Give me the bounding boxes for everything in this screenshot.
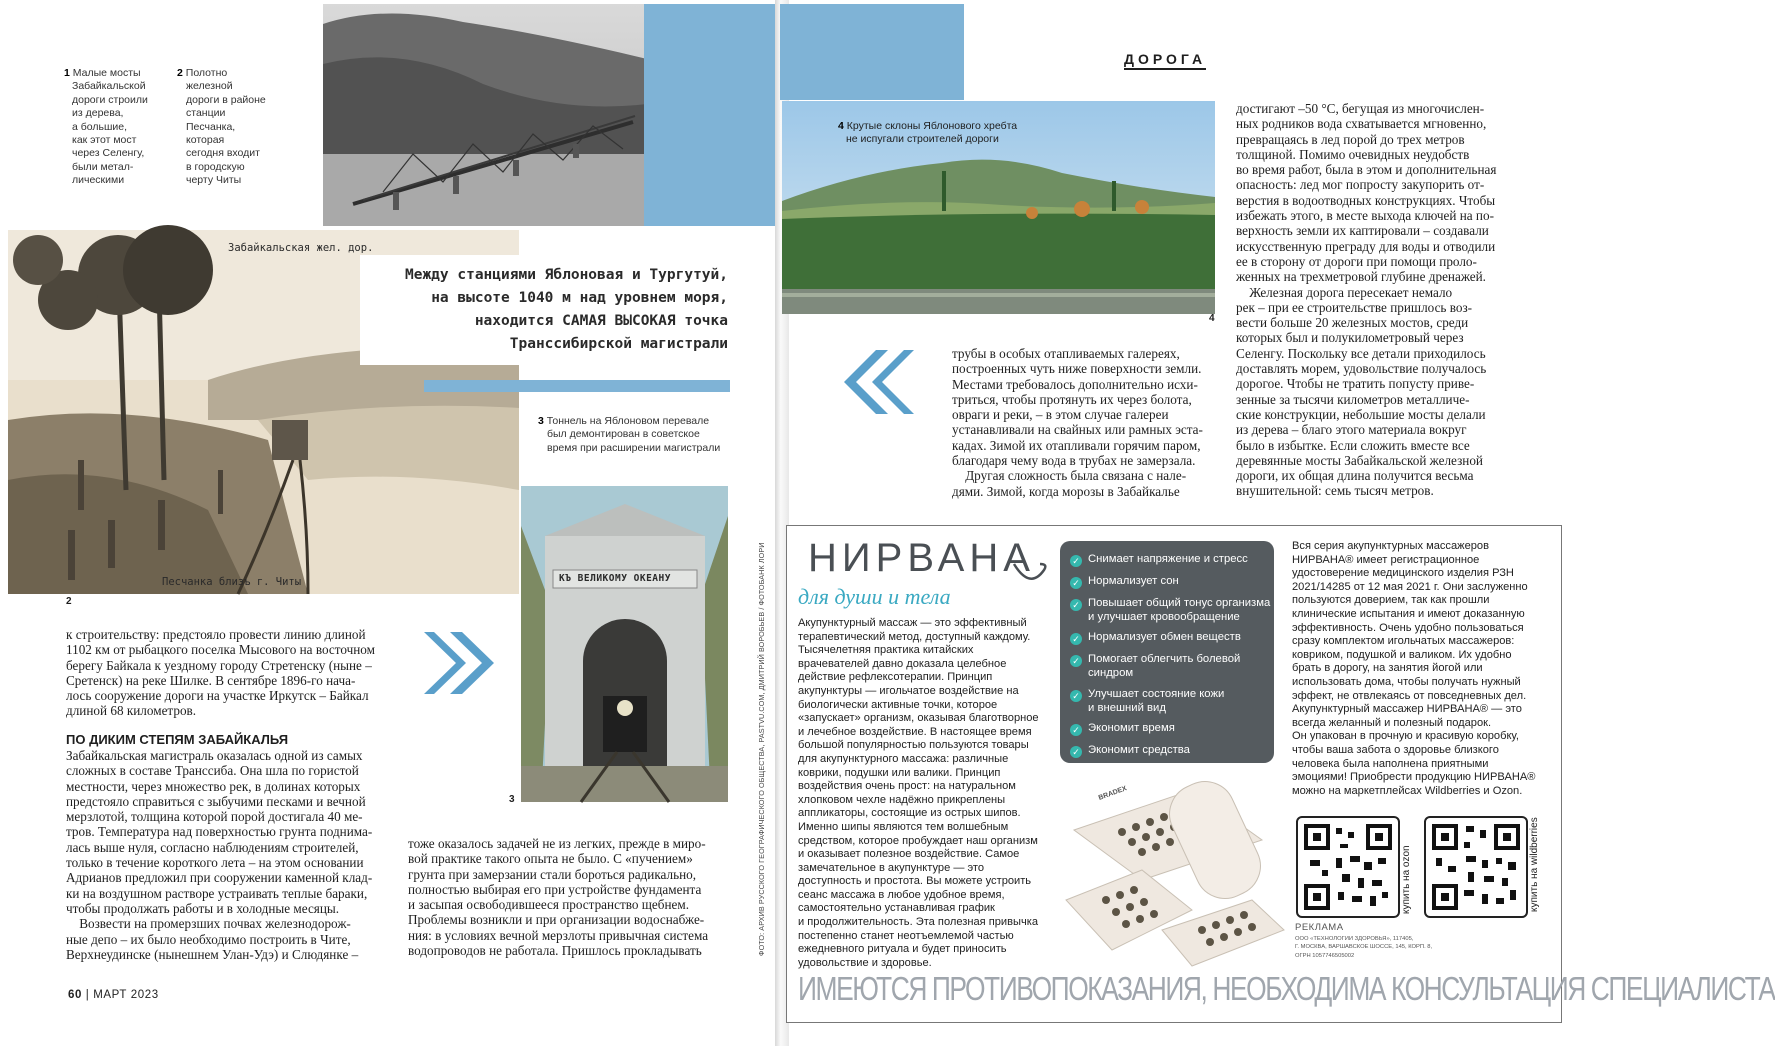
- benefit-item: ✓ Экономит время: [1070, 722, 1175, 736]
- article-col2-body: тоже оказалось задачей не из легких, прежде в миро- вой практике такого опыта не было. С «пучением» грунта при замерзании стали бороться радикально, полностью выбирая его при устройстве фундамента и засыпая освободившееся пространство щебнем. Проблемы возникли и при организации водоснабже- ния: в условиях вечной мерзлоты привычная система водопроводов не работала. Пришлось прокладывать: [408, 836, 709, 959]
- check-icon: ✓: [1070, 655, 1082, 667]
- photo-label-bottom: Песчанка близъ г. Читы: [162, 576, 302, 588]
- caption-2: 2 Полотно железной дороги в районе станции Песчанка, которая сегодня входит в городскую черту Читы: [177, 67, 266, 187]
- check-icon: ✓: [1070, 555, 1082, 567]
- section-label: ДОРОГА: [1124, 51, 1206, 70]
- article-col1-intro: к строительству: предстояло провести линию длиной 1102 км от рыбацкого поселка Мысового на восточном берегу Байкала к уездному городу Стретенску (ныне – Сретенск) на реке Шилке. В сентябре 1896-го нача- лось сооружение дороги на участке Иркутск – Байкал длиной 68 километров.: [66, 627, 375, 719]
- check-icon: ✓: [1070, 746, 1082, 758]
- caption-number: 1: [64, 67, 70, 79]
- photo-credit: ФОТО: АРХИВ РУССКОГО ГЕОГРАФИЧЕСКОГО ОБЩЕСТВА, PASTVU.COM, ДМИТРИЙ ВОРОБЬЕВ / ФОТОБАНК ЛОРИ: [757, 542, 766, 956]
- benefit-item: ✓ Снимает напряжение и стресс: [1070, 553, 1248, 567]
- pullquote: Между станциями Яблоновая и Тургутуй, на высоте 1040 м над уровнем моря, находится САМАЯ ВЫСОКАЯ точка Транссибирской магистрали: [404, 267, 728, 352]
- caption-number: 3: [538, 415, 544, 427]
- blue-rule: [424, 380, 730, 392]
- check-icon: ✓: [1070, 577, 1082, 589]
- caption-1: 1 Малые мосты Забайкальской дороги строили из дерева, а большие, как этот мост через Селенгу, были метал- лическими: [64, 67, 148, 187]
- issue-date: МАРТ 2023: [93, 989, 159, 1001]
- photo-bridge: [323, 4, 647, 226]
- benefit-item: ✓ Нормализует обмен веществ: [1070, 631, 1241, 645]
- article-col-b: достигают –50 °С, бегущая из многочислен- ных родников вода схватывается мгновенно, превращаясь в лед порой до трех метров толщиной. Помимо очевидных неудобств во время работ, была в этом и дополнительная опасность: лед мог попросту закупорить от- верстия в водоотводных конструкциях. Чтобы избежать этого, в месте выхода ключей на по- верхность земли их каптировали – создавали искусственную преграду для воды и отводили ее в сторону от дороги при помощи проло- женных на трехметровой глубине дренажей. Железная дорога пересекает немало рек – при ее строительстве пришлось воз- вести больше 20 железных мостов, среди которых был и полукилометровый через Селенгу. Поскольку все детали приходилось доставлять морем, удовольствие получалось дорогое. Чтобы не тратить попусту приве- зенные за тысячи километров металличе- ские конструкции, небольшие мосты делали из дерева – благо этого материала вокруг было в избытке. Если сложить вместе все деревянные мосты Забайкальской железной дороги, их общая длина получится весьма внушительной: семь тысяч метров.: [1236, 101, 1497, 499]
- logo-swirl-icon: [1010, 560, 1050, 596]
- article-col-a: трубы в особых отапливаемых галереях, построенных чуть ниже поверхности земли. Местами требовалось дополнительно исхи- триться, чтобы протянуть их через болота, овраги и реки, – в этом случае галереи устанавливали на свайных или рамных эста- кадах. Зимой их отапливали горячим паром, благодаря чему вода в трубах не замерзала. Другая сложность была связана с нале- дями. Зимой, когда морозы в Забайкалье: [952, 346, 1203, 499]
- check-icon: ✓: [1070, 599, 1082, 611]
- tunnel-sign: КЪ ВЕЛИКОМУ ОКЕАНУ: [559, 573, 671, 584]
- benefit-item: ✓ Повышает общий тонус организма и улучшает кровообращение: [1070, 597, 1270, 624]
- ad-body-text: Акупунктурный массаж — это эффективный терапевтический метод, доступный каждому. Тысячелетняя практика китайских врачевателей давно доказала целебное действие рефлексотерапии. Принцип акупунктуры — игольчатое воздействие на биологически активные точки, которое «запускает» организм, оказывая благотворное и лечебное воздействие. В настоящее время большой популярностью пользуются товары для акупунктурного массажа: различные коврики, подушки или валики. Принцип воздействия очень прост: на натуральном хлопковом чехле надёжно прикреплены аппликаторы, состоящие из острых шипов. Именно шипы являются тем волшебным средством, которое пробуждает наш организм и оказывает полезное воздействие. Самое замечательное в акупунктуре — это доступность и простота. Вы можете устроить сеанс массажа в любое удобное время, самостоятельно устанавливая график и продолжительность. Эта полезная привычка постепенно станет неотъемлемой частью ежедневного ритуала и будет приносить удовольствие и здоровье.: [798, 617, 1039, 969]
- article-col1-body: Забайкальская магистраль оказалась одной из самых сложных в составе Транссиба. Она шла по гористой местности, через множество рек, в долинах которых предстояло справиться с зыбучими песками и вечной мерзлотой, толщина которой порой достигала 40 ме- тров. Температура над поверхностью грунта поднима- лась выше нуля, согласно наблюдениям строителей, только в течение короткого лета – на этом основании Адрианов предложил при сооружении каменной клад- ки на воздушном растворе устраивать теплые бараки, чтобы продолжать работы и в холодные месяцы. Возвести на промерзших почвах железнодорож- ные депо – их было необходимо построить в Чите, Верхнеудинске (нынешнем Улан-Удэ) и Слюдянке –: [66, 748, 373, 962]
- check-icon: ✓: [1070, 724, 1082, 736]
- photo-number: 3: [509, 794, 515, 805]
- page-footer: [68, 989, 159, 1001]
- qr-code-wildberries[interactable]: [1424, 816, 1528, 918]
- ad-warning: ИМЕЮТСЯ ПРОТИВОПОКАЗАНИЯ, НЕОБХОДИМА КОНСУЛЬТАЦИЯ СПЕЦИАЛИСТА: [798, 970, 1775, 1007]
- photo-number: 4: [1209, 313, 1215, 324]
- benefit-item: ✓ Экономит средства: [1070, 744, 1190, 758]
- benefit-item: ✓ Улучшает состояние кожи и внешний вид: [1070, 688, 1224, 715]
- caption-number: 4: [838, 120, 844, 132]
- caption-number: 2: [177, 67, 183, 79]
- photo-tunnel: [521, 486, 728, 802]
- caption-3: 3 Тоннель на Яблоновом перевале был демонтирован в советское время при расширении магистрали: [538, 415, 721, 454]
- chevron-left-icon: [838, 346, 918, 418]
- qr-label-ozon: купить на ozon: [1401, 845, 1412, 914]
- benefit-item: ✓ Помогает облегчить болевой синдром: [1070, 653, 1240, 680]
- caption-4: 4 Крутые склоны Яблонового хребта не испугали строителей дороги: [838, 120, 1018, 146]
- ad-legal: ООО «ТЕХНОЛОГИИ ЗДОРОВЬЯ», 117405, Г. МОСКВА, ВАРШАВСКОЕ ШОССЕ, 145, КОРП. 8, ОГРН 1057746505002: [1295, 936, 1433, 959]
- photo-number: 2: [66, 596, 72, 607]
- ad-slogan: для души и тела: [798, 584, 951, 609]
- decorative-blue-block: [644, 4, 775, 226]
- ad-right-text: Вся серия акупунктурных массажеров НИРВАНА® имеет регистрационное удостоверение медицинского изделия РЗН 2021/14285 от 12 мая 2021 г. Они заслуженно пользуются доверием, так как прошли клинические испытания и имеют доказанную эффективность. Очень удобно пользоваться сразу комплектом игольчатых массажеров: ковриком, подушкой и валиком. Их удобно брать в дорогу, на занятия йогой или использовать дома, чтобы получать нужный эффект, не отвлекаясь от повседневных дел. Акупунктурный массажер НИРВАНА® — это всегда желанный и полезный подарок. Он упакован в прочную и красивую коробку, чтобы ваша забота о здоровье близкого человека была наполнена приятными эмоциями! Приобрести продукцию НИРВАНА® можно на маркетплейсах Wildberries и Ozon.: [1292, 540, 1536, 797]
- photo-label-top: Забайкальская жел. дор.: [228, 242, 374, 254]
- qr-code-ozon[interactable]: [1296, 816, 1400, 918]
- qr-label-wildberries: купить на wildberries: [1529, 817, 1540, 912]
- check-icon: ✓: [1070, 633, 1082, 645]
- page-number: 60: [68, 989, 82, 1001]
- ad-label: РЕКЛАМА: [1295, 922, 1344, 933]
- benefit-item: ✓ Нормализует сон: [1070, 575, 1179, 589]
- footer-separator: |: [85, 989, 90, 1001]
- product-brand-label: BRADEX: [1097, 785, 1128, 802]
- decorative-blue-block: [780, 4, 964, 100]
- section-heading: ПО ДИКИМ СТЕПЯМ ЗАБАЙКАЛЬЯ: [66, 732, 289, 747]
- ad-brand-logo: НИРВАНА: [808, 536, 1035, 580]
- product-image: [1062, 770, 1288, 968]
- check-icon: ✓: [1070, 690, 1082, 702]
- chevron-right-icon: [420, 628, 500, 698]
